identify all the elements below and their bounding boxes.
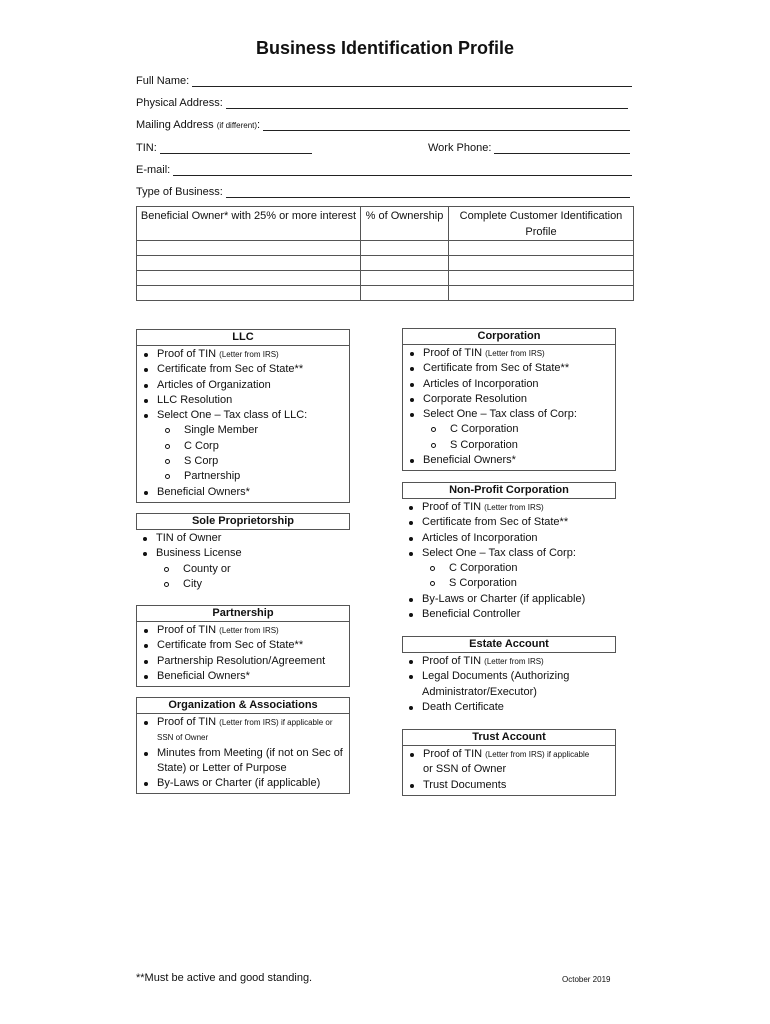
checklist-item [402, 654, 616, 669]
nonprofit-box-title: Non-Profit Corporation [402, 482, 616, 499]
checklist-item [137, 669, 349, 684]
mailing-address-field[interactable] [136, 118, 630, 131]
checklist-item-note: (Letter from IRS) [484, 503, 544, 512]
mailing-address-colon: : [257, 119, 261, 131]
checklist-subitem [402, 561, 616, 576]
beneficial-owner-cell[interactable] [137, 286, 361, 301]
beneficial-owner-cell[interactable] [137, 256, 361, 271]
checklist-item [137, 393, 349, 408]
identification-profile-cell[interactable] [449, 286, 634, 301]
checklist-item-text: Proof of TIN [423, 748, 486, 760]
checklist-item-note: (Letter from IRS) [484, 657, 544, 666]
sole-proprietorship-checklist [136, 531, 350, 592]
checklist-item-text: Select One – Tax class of Corp: [422, 546, 576, 559]
full-name-field[interactable] [136, 74, 632, 87]
checklist-item-text: Articles of Organization [157, 378, 271, 391]
estate-account-box [402, 636, 616, 717]
checklist-item-note: (Letter from IRS) [219, 626, 279, 635]
table-row [137, 286, 634, 301]
ownership-cell[interactable] [361, 286, 449, 301]
identification-profile-cell[interactable] [449, 256, 634, 271]
checklist-item [136, 546, 350, 561]
type-of-business-label: Type of Business: [136, 186, 223, 198]
mailing-address-line[interactable] [263, 118, 630, 131]
checklist-item [136, 531, 350, 546]
page-title: Business Identification Profile [255, 38, 515, 58]
checklist-item-text: Minutes from Meeting (if not on Sec of State) or Letter of Purpose [157, 746, 343, 774]
checklist-item-text: City [183, 577, 202, 590]
sole-proprietorship-box [136, 513, 350, 594]
physical-address-field[interactable] [136, 96, 628, 109]
checklist-item-text: Single Member [184, 424, 258, 437]
tin-label: TIN: [136, 142, 157, 154]
type-of-business-field[interactable] [136, 185, 630, 198]
checklist-item-text: C Corp [184, 439, 219, 452]
organization-associations-box [136, 697, 350, 794]
checklist-item-text: Death Certificate [422, 700, 504, 713]
checklist-subitem [402, 576, 616, 591]
checklist-item-text: Legal Documents (Authorizing Administrator/Executor) [422, 670, 570, 698]
checklist-item-text: S Corporation [450, 438, 518, 451]
checklist-subitem [403, 438, 615, 453]
checklist-subitem [403, 422, 615, 437]
checklist-item-text: Certificate from Sec of State** [423, 362, 570, 375]
nonprofit-box [402, 482, 616, 624]
checklist-item-text: C Corporation [450, 423, 519, 436]
mailing-address-text: Mailing Address [136, 119, 214, 131]
llc-box-title: LLC [136, 329, 350, 346]
table-row [137, 271, 634, 286]
organization-associations-box-title: Organization & Associations [136, 697, 350, 714]
checklist-item-text: Certificate from Sec of State** [157, 363, 304, 376]
checklist-item [403, 747, 615, 762]
checklist-item-text: Certificate from Sec of State** [157, 639, 304, 652]
checklist-item [403, 392, 615, 407]
table-header-row [137, 207, 634, 241]
checklist-item-text: Beneficial Controller [422, 608, 521, 621]
checklist-item-text: Corporate Resolution [423, 392, 527, 405]
mailing-address-label [136, 119, 260, 131]
checklist-subitem [136, 577, 350, 592]
estate-account-box-title: Estate Account [402, 636, 616, 653]
checklist-item-text: Business License [156, 547, 242, 560]
checklist-item [137, 638, 349, 653]
partnership-box [136, 605, 350, 687]
mailing-address-note: (if different) [216, 121, 258, 130]
checklist-item [137, 362, 349, 377]
ownership-cell[interactable] [361, 271, 449, 286]
checklist-item-text: Partnership [184, 470, 241, 483]
checklist-item-text: By-Laws or Charter (if applicable) [157, 777, 321, 790]
checklist-item-text: Proof of TIN [422, 501, 485, 513]
checklist-item-text: or SSN of Owner [423, 763, 507, 776]
identification-profile-cell[interactable] [449, 241, 634, 256]
beneficial-owner-cell[interactable] [137, 271, 361, 286]
checklist-item [137, 715, 349, 746]
partnership-checklist [137, 623, 349, 684]
checklist-subitem [137, 423, 349, 438]
beneficial-owner-table [136, 206, 634, 301]
tin-field[interactable] [136, 141, 312, 154]
checklist-item [137, 408, 349, 423]
ownership-cell[interactable] [361, 241, 449, 256]
checklist-item-note: (Letter from IRS) [219, 350, 279, 359]
table-row [137, 256, 634, 271]
checklist-item [402, 546, 616, 561]
checklist-item-note: (Letter from IRS) if applicable or SSN of Owner [157, 718, 333, 743]
tin-line[interactable] [160, 141, 312, 154]
work-phone-field[interactable] [428, 141, 630, 154]
checklist-item [402, 500, 616, 515]
checklist-item [402, 700, 616, 715]
checklist-item-text: Proof of TIN [422, 655, 485, 667]
checklist-item [403, 762, 615, 777]
beneficial-owner-cell[interactable] [137, 241, 361, 256]
owner-table-body [137, 241, 634, 301]
organization-associations-checklist [137, 715, 349, 791]
type-of-business-line[interactable] [226, 185, 630, 198]
work-phone-label: Work Phone: [428, 142, 492, 154]
estate-account-checklist [402, 654, 616, 715]
col-header-ownership: % of Ownership [361, 207, 449, 241]
checklist-subitem [136, 562, 350, 577]
checklist-item-note: (Letter from IRS) [485, 349, 545, 358]
col-header-identification-profile: Complete Customer Identification Profile [449, 207, 634, 241]
checklist-item [403, 778, 615, 793]
llc-box [136, 329, 350, 503]
checklist-item-text: Beneficial Owners* [157, 485, 250, 498]
checklist-item [137, 776, 349, 791]
checklist-subitem [137, 469, 349, 484]
footer-date: October 2019 [562, 975, 611, 984]
checklist-subitem [137, 439, 349, 454]
checklist-item-text: Partnership Resolution/Agreement [157, 654, 326, 667]
checklist-item-text: Beneficial Owners* [157, 669, 250, 682]
nonprofit-checklist [402, 500, 616, 622]
checklist-item [137, 654, 349, 669]
checklist-item-text: Beneficial Owners* [423, 454, 516, 467]
physical-address-label: Physical Address: [136, 97, 223, 109]
checklist-item [137, 378, 349, 393]
corporation-box [402, 328, 616, 471]
checklist-item-text: By-Laws or Charter (if applicable) [422, 592, 586, 605]
checklist-item-text: Certificate from Sec of State** [422, 516, 569, 529]
table-row [137, 241, 634, 256]
footer-note: **Must be active and good standing. [136, 972, 313, 984]
checklist-item-text: Select One – Tax class of Corp: [423, 408, 577, 421]
checklist-item-text: C Corporation [449, 562, 518, 575]
trust-account-box-title: Trust Account [402, 729, 616, 746]
checklist-item [402, 592, 616, 607]
checklist-item [402, 531, 616, 546]
checklist-item-text: Trust Documents [423, 778, 507, 791]
checklist-item [137, 746, 349, 777]
checklist-item [403, 407, 615, 422]
ownership-cell[interactable] [361, 256, 449, 271]
email-label: E-mail: [136, 164, 171, 176]
checklist-item [403, 453, 615, 468]
checklist-item [137, 623, 349, 638]
checklist-item-text: TIN of Owner [156, 532, 222, 544]
checklist-item-text: Articles of Incorporation [422, 531, 538, 544]
full-name-line[interactable] [192, 74, 632, 87]
checklist-item [402, 515, 616, 530]
checklist-item-text: LLC Resolution [157, 393, 233, 406]
identification-profile-cell[interactable] [449, 271, 634, 286]
checklist-item-text: Select One – Tax class of LLC: [157, 409, 308, 422]
checklist-item-text: Proof of TIN [157, 624, 220, 636]
full-name-label: Full Name: [136, 75, 190, 87]
checklist-item-text: Proof of TIN [423, 347, 486, 359]
checklist-item-text: S Corporation [449, 577, 517, 590]
checklist-item [402, 669, 616, 700]
checklist-item-text: Proof of TIN [157, 348, 220, 360]
corporation-box-title: Corporation [402, 328, 616, 345]
checklist-item-text: Proof of TIN [157, 716, 220, 728]
checklist-item-text: County or [183, 562, 231, 575]
sole-proprietorship-box-title: Sole Proprietorship [136, 513, 350, 530]
checklist-item [403, 377, 615, 392]
checklist-item-note: (Letter from IRS) if applicable [485, 750, 590, 759]
work-phone-line[interactable] [494, 141, 630, 154]
checklist-item [403, 361, 615, 376]
trust-account-checklist [403, 747, 615, 793]
checklist-item [137, 485, 349, 500]
physical-address-line[interactable] [226, 96, 628, 109]
checklist-item [402, 607, 616, 622]
checklist-item-text: S Corp [184, 455, 219, 468]
partnership-box-title: Partnership [136, 605, 350, 622]
llc-checklist [137, 347, 349, 500]
email-line[interactable] [173, 163, 632, 176]
trust-account-box [402, 729, 616, 796]
checklist-subitem [137, 454, 349, 469]
corporation-checklist [403, 346, 615, 468]
checklist-item [137, 347, 349, 362]
checklist-item-text: Articles of Incorporation [423, 377, 539, 390]
email-field[interactable] [136, 163, 632, 176]
col-header-beneficial-owner: Beneficial Owner* with 25% or more interest [137, 207, 361, 241]
checklist-item [403, 346, 615, 361]
